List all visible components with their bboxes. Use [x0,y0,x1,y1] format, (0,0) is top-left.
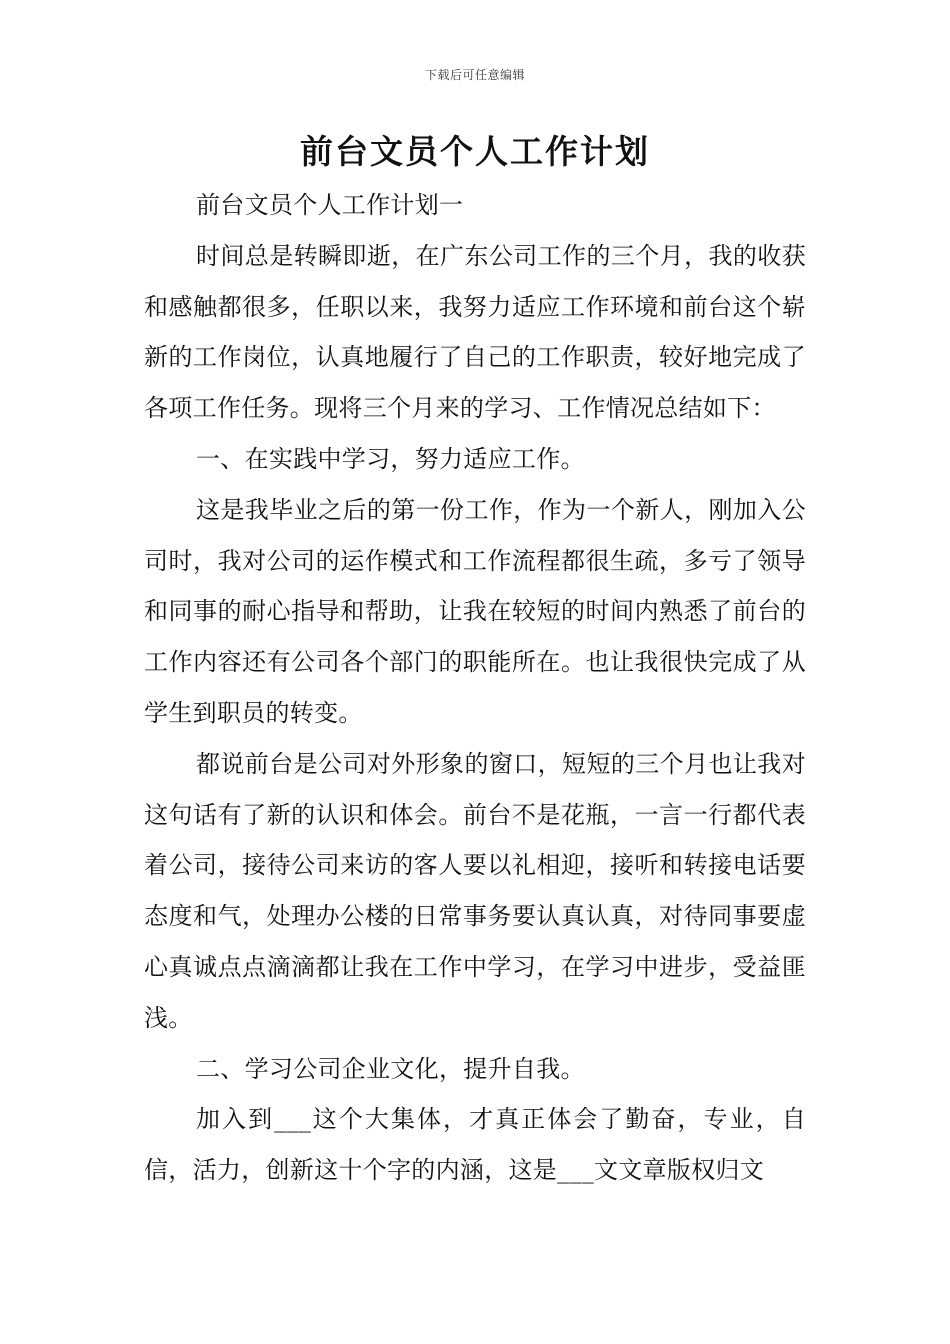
section-heading: 一、在实践中学习，努力适应工作。 [196,444,585,473]
document-title: 前台文员个人工作计划 [300,132,650,171]
header-note: 下载后可任意编辑 [424,68,525,82]
body-paragraph: 都说前台是公司对外形象的窗口，短短的三个月也让我对这句话有了新的认识和体会。前台不是花瓶，一言一行都代表着公司，接待公司来访的客人要以礼相迎，接听和转接电话要态度和气，处理办公楼的日常事务要认真认真，对待同事要虚心真诚点点滴滴都让我在工作中学习，在学习中进步，受益匪浅。 [144,749,806,1032]
subtitle-paragraph: 前台文员个人工作计划一 [196,191,464,219]
body-paragraph: 加入到___这个大集体，才真正体会了勤奋，专业，自信，活力，创新这十个字的内涵，这是___文文章版权归文 [144,1105,806,1185]
section-heading: 二、学习公司企业文化，提升自我。 [196,1054,585,1083]
document-body [144,180,806,1196]
body-paragraph: 时间总是转瞬即逝，在广东公司工作的三个月，我的收获和感触都很多，任职以来，我努力适应工作环境和前台这个崭新的工作岗位，认真地履行了自己的工作职责，较好地完成了各项工作任务。现将三个月来的学习、工作情况总结如下： [144,241,806,423]
body-paragraph: 这是我毕业之后的第一份工作，作为一个新人，刚加入公司时，我对公司的运作模式和工作流程都很生疏，多亏了领导和同事的耐心指导和帮助，让我在较短的时间内熟悉了前台的工作内容还有公司各个部门的职能所在。也让我很快完成了从学生到职员的转变。 [144,495,806,727]
